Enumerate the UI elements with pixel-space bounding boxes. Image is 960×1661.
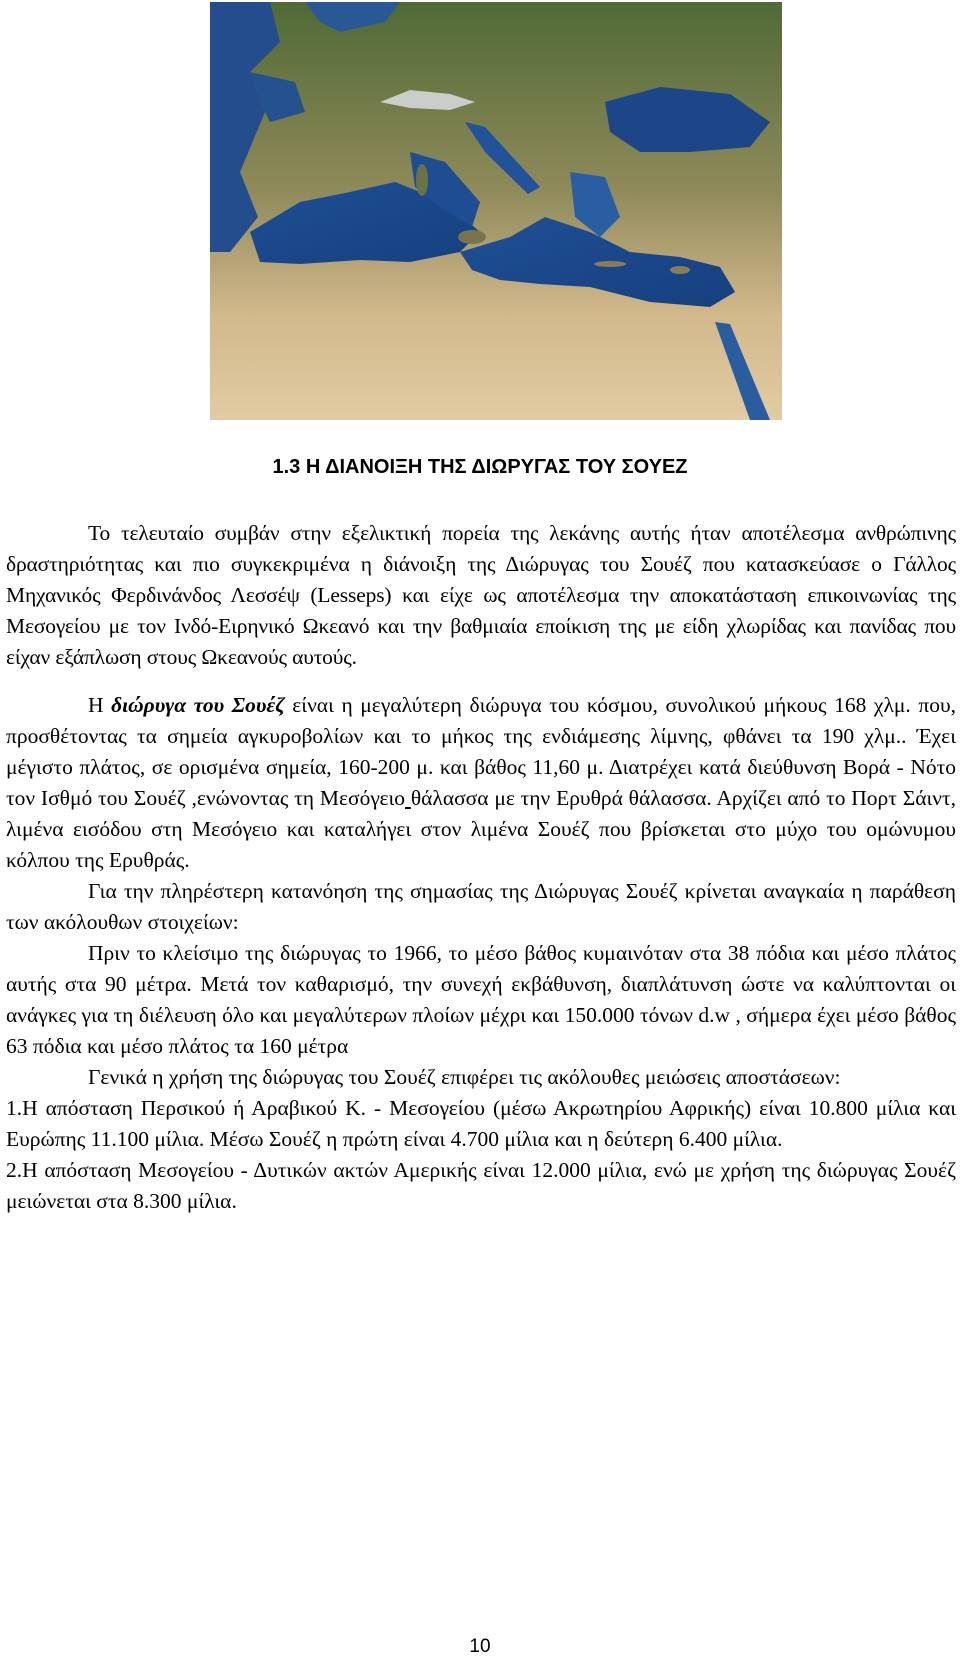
paragraph-3: Για την πληρέστερη κατανόηση της σημασίας της Διώρυγας Σουέζ κρίνεται αναγκαία η παράθεση των ακόλουθων στοιχείων: <box>6 879 956 934</box>
section-heading: 1.3 Η ΔΙΑΝΟΙΞΗ ΤΗΣ ΔΙΩΡΥΓΑΣ ΤΟΥ ΣΟΥΕΖ <box>272 456 688 478</box>
paragraph-7: 2.Η απόσταση Μεσογείου - Δυτικών ακτών Αμερικής είναι 12.000 μίλια, ενώ με χρήση της διώρυγας Σουέζ μειώνεται στα 8.300 μίλια. <box>6 1158 956 1213</box>
paragraph-2-emphasis: διώρυγα του Σουέζ <box>111 693 285 717</box>
paragraph-4: Πριν το κλείσιμο της διώρυγας το 1966, το μέσο βάθος κυμαινόταν στα 38 πόδια και μέσο πλάτος αυτής στα 90 μέτρα. Μετά τον καθαρισμό, την συνεχή εκβάθυνση, διαπλάτυνση ώστε να καλύπτονται οι ανάγκες για τη διέλευση όλο και μεγαλύτερων πλοίων μέχρι και 150.000 τόνων d.w , σήμερα έχει μέσο βάθος 63 πόδια και μέσο πλάτος τα 160 μέτρα <box>6 941 956 1058</box>
mediterranean-satellite-map <box>210 2 782 420</box>
page-number: 10 <box>469 1636 491 1657</box>
paragraph-5: Γενικά η χρήση της διώρυγας του Σουέζ επιφέρει τις ακόλουθες μειώσεις αποστάσεων: <box>88 1065 841 1089</box>
paragraph-2-start: Η <box>88 693 112 717</box>
paragraph-2-middle: είναι η μεγαλύτερη διώρυγα του κόσμου, συνολικού μήκους 168 χλμ. που, προσθέτοντας τα σημεία αγκυροβολίων και το μήκος της ενδιάμεσης λίμνης, φθάνει τα 190 χλμ.. Έχει μέγιστο πλάτος, σε ορισμένα σημεία, 160-200 μ. και βάθος 11,60 μ. Διατρέχει κατά διεύθυνση Βορά - Νότο τον Ισθμό του Σουέζ ,ενώνοντας τη Μεσόγειο <box>6 693 957 810</box>
map-image <box>210 2 782 420</box>
paragraph-6: 1.Η απόσταση Περσικού ή Αραβικού Κ. - Μεσογείου (μέσω Ακρωτηρίου Αφρικής) είναι 10.800 μίλια και Ευρώπης 11.100 μίλια. Μέσω Σουέζ η πρώτη είναι 4.700 μίλια και η δεύτερη 6.400 μίλια. <box>6 1096 956 1151</box>
paragraph-2-end: θάλασσα με την Ερυθρά θάλασσα. Αρχίζει από το Πορτ Σάιντ, λιμένα εισόδου στη Μεσόγειο και καταλήγει στον λιμένα Σουέζ που βρίσκεται στο μύχο του ομώνυμου κόλπου της Ερυθράς. <box>6 786 957 872</box>
paragraph-2 <box>6 690 956 876</box>
paragraph-1: Το τελευταίο συμβάν στην εξελικτική πορεία της λεκάνης αυτής ήταν αποτέλεσμα ανθρώπινης δραστηριότητας και πιο συγκεκριμένα η διάνοιξη της Διώρυγας του Σουέζ που κατασκεύασε ο Γάλλος Μηχανικός Φερδινάνδος Λεσσέψ (Lesseps) και είχε ως αποτέλεσμα την αποκατάσταση επικοινωνίας της Μεσογείου με τον Ινδό-Ειρηνικό Ωκεανό και την βαθμιαία εποίκιση της με είδη χλωρίδας και πανίδας που είχαν εξάπλωση στους Ωκεανούς αυτούς. <box>6 521 956 669</box>
document-body <box>6 518 956 1217</box>
